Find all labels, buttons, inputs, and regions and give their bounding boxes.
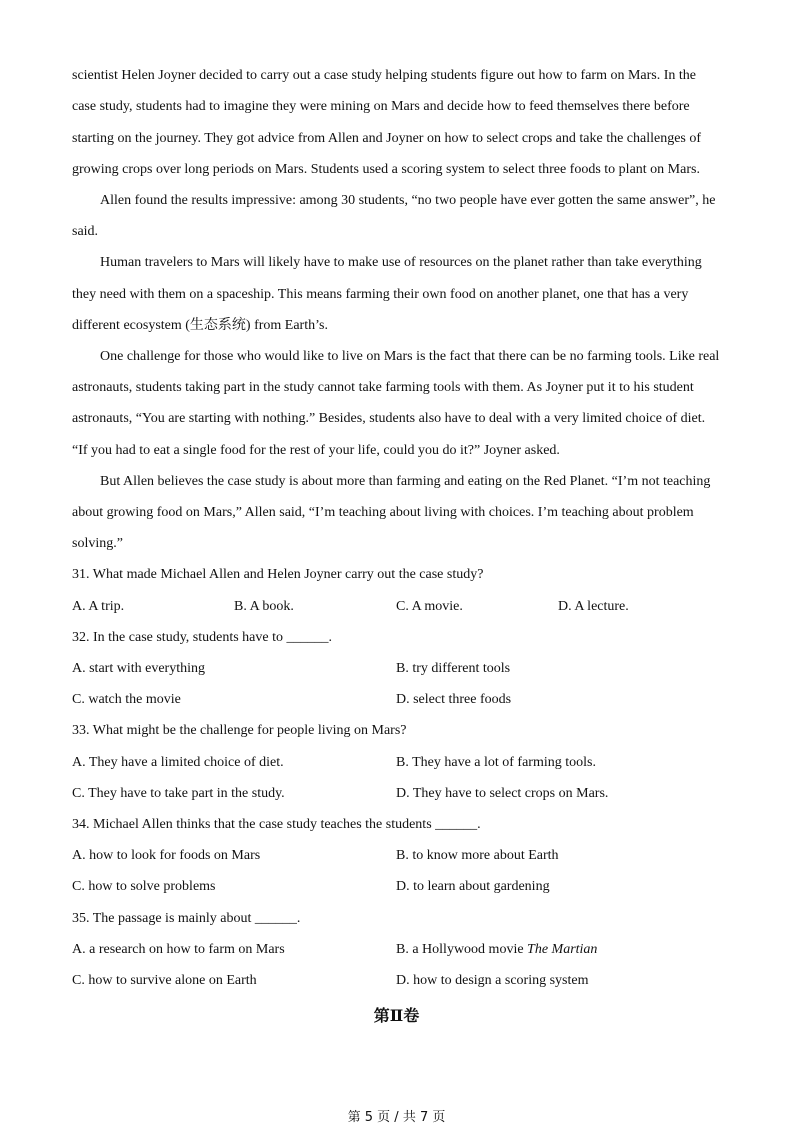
passage-line: about growing food on Mars,” Allen said, “I’m teaching about living with choices. I’m teaching about problem <box>72 505 694 520</box>
section-title: 第Ⅱ卷 <box>373 1008 420 1025</box>
q33-option-d: D. They have to select crops on Mars. <box>396 786 609 801</box>
q35-option-b-italic-title: The Martian <box>527 942 598 957</box>
question-33-stem: 33. What might be the challenge for people living on Mars? <box>72 723 407 738</box>
passage-line: scientist Helen Joyner decided to carry out a case study helping students figure out how to farm on Mars. In the <box>72 68 697 83</box>
passage-line: Allen found the results impressive: among 30 students, “no two people have ever gotten the same answer”, he <box>100 193 716 208</box>
q35-option-c: C. how to survive alone on Earth <box>72 973 257 988</box>
q33-option-c: C. They have to take part in the study. <box>72 786 285 801</box>
question-35-stem: 35. The passage is mainly about ______. <box>72 911 301 926</box>
q35-option-b-text: B. a Hollywood movie <box>396 942 528 957</box>
q31-option-c: C. A movie. <box>396 599 463 614</box>
page-footer: 第 5 页 / 共 7 页 <box>347 1110 446 1125</box>
q33-option-a: A. They have a limited choice of diet. <box>72 755 284 770</box>
passage-line: said. <box>72 224 99 239</box>
q35-option-a: A. a research on how to farm on Mars <box>72 942 285 957</box>
q33-option-b: B. They have a lot of farming tools. <box>396 755 596 770</box>
passage-line: Human travelers to Mars will likely have to make use of resources on the planet rather than take everything <box>100 255 702 270</box>
q34-option-d: D. to learn about gardening <box>396 879 550 894</box>
q32-option-d: D. select three foods <box>396 692 512 707</box>
passage-line: astronauts, “You are starting with nothing.” Besides, students also have to deal with a very limited choice of diet. <box>72 411 706 426</box>
q31-option-b: B. A book. <box>234 599 294 614</box>
question-32-stem: 32. In the case study, students have to ______. <box>72 630 332 645</box>
q32-option-b: B. try different tools <box>396 661 511 676</box>
question-31-stem: 31. What made Michael Allen and Helen Joyner carry out the case study? <box>72 567 484 582</box>
passage-line: growing crops over long periods on Mars. Students used a scoring system to select three foods to plant on Mars. <box>72 162 700 177</box>
passage-line: “If you had to eat a single food for the rest of your life, could you do it?” Joyner asked. <box>72 443 560 458</box>
q35-option-b <box>396 941 597 959</box>
passage-line: astronauts, students taking part in the study cannot take farming tools with them. As Joyner put it to his student <box>72 380 694 395</box>
q31-option-d: D. A lecture. <box>558 599 629 614</box>
q32-option-c: C. watch the movie <box>72 692 181 707</box>
passage-line: solving.” <box>72 536 123 551</box>
question-34-stem: 34. Michael Allen thinks that the case study teaches the students ______. <box>72 817 481 832</box>
passage-line: But Allen believes the case study is about more than farming and eating on the Red Planet. “I’m not teaching <box>100 474 711 489</box>
q34-option-b: B. to know more about Earth <box>396 848 559 863</box>
q34-option-c: C. how to solve problems <box>72 879 216 894</box>
q31-option-a: A. A trip. <box>72 599 125 614</box>
passage-line: One challenge for those who would like to live on Mars is the fact that there can be no farming tools. Like real <box>100 349 720 364</box>
q35-option-d: D. how to design a scoring system <box>396 973 589 988</box>
passage-line: they need with them on a spaceship. This means farming their own food on another planet, one that has a very <box>72 287 689 302</box>
passage-line: starting on the journey. They got advice from Allen and Joyner on how to select crops and take the challenges of <box>72 131 702 146</box>
q34-option-a: A. how to look for foods on Mars <box>72 848 261 863</box>
passage-line: different ecosystem (生态系统) from Earth’s. <box>72 318 328 333</box>
passage-line: case study, students had to imagine they were mining on Mars and decide how to feed themselves there before <box>72 99 690 114</box>
q32-option-a: A. start with everything <box>72 661 205 676</box>
